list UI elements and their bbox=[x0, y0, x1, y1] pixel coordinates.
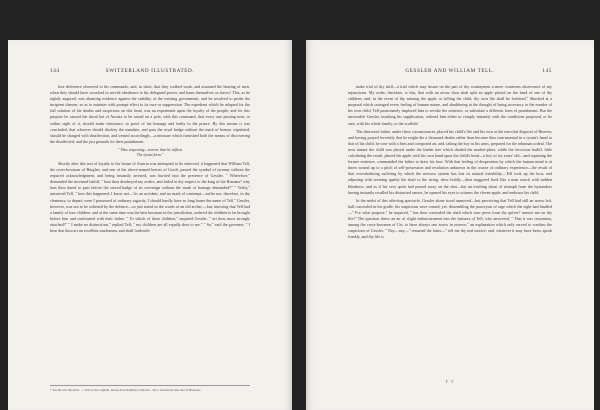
page-number: 144 bbox=[50, 68, 60, 74]
signature-mark: T T bbox=[445, 379, 455, 384]
right-page-text bbox=[348, 84, 552, 242]
paragraph: In the midst of this affecting spectacle, Gessler alone stood unmoved—but perceiving that Tell had still an arrow left, half concealed in his girdle, his suspicions were roused; yet, dissembling the paroxysm of rage which the sight had kindled—" For what purpose," he inquired, " has thou concealed the shaft which now peers from thy quiver? answer me on thy life!" The question threw an air of slight embarrassment into the features of Tell, who answered, " That it was customary, among the cross-bowmen of Uri, to have always one arrow in reserve;" an explanation which only served to confirm the suspicions of Gessler. " Nay—nay—" resumed the latter—" tell me thy real motive; and, whatever it may have been, speak frankly, and thy life is bbox=[348, 197, 552, 240]
left-page-text bbox=[50, 84, 250, 236]
paragraph: The distracted father, under these circumstances, placed his child's life and his own at the merciful disposal of Heaven; and having prayed fervently that he might die a thousand deaths rather than become thus instrumental in a tyrant's hand to that of his child, he rose with a firm and composed air, and, taking the boy in his arms, prepared for the inhuman ordeal. The next instant the child was placed under the linden tree which shaded the market-place, while the ferocious bailiff, little calculating the result, placed the apple with his own hand upon the child's head—a boy of six years' old—and repeating the former sentence, commanded the father to draw his bow. With that feeling of desperation by which the human mind is at times wound up to a pitch of self-possession and resolution unknown in the course of ordinary experience—the result of that overwhelming suffering by which the nervous system has lost its natural irritability—Tell took up the bow, and adjusting with seeming apathy the shaft to the string, drew boldly—then staggered back like a man struck with sudden blindness, and as if his very spirit had passed away on the shot—but an exulting shout of triumph from the bystanders having instantly recalled his distracted senses, he opened his eyes to witness the cleven apple, and embrace his child. bbox=[348, 128, 552, 195]
footnote: * See the old chronicle. — Tell, in the original, means most humbled; fabratur—but a touchstone like that of Bruxelas. bbox=[50, 385, 250, 392]
left-page-header bbox=[50, 68, 250, 78]
paragraph: make trial of thy skill—a trial which may insure on the part of thy countrymen a more courteous observance of my injunctions. My order, therefore, is this, that with an arrow thou shalt split an apple placed on the head of one of thy children; and, in the event of thy missing the apple, or killing the child, thy own life shall be forfeited." Shocked at a proposal which outraged every feeling of human nature, and shuddering at the thought of being accessory to the murder of his own child, Tell passionately implored him to revoke the sentence, or substitute a different form of punishment. But the inexorable Gessler, insulting his supplication, ordered him either to comply instantly with the conditions proposed, or be sent, with his whole family, to the scaffold. bbox=[348, 84, 552, 126]
left-page bbox=[8, 40, 292, 410]
verse-quote bbox=[50, 148, 250, 158]
running-title: SWITZERLAND ILLUSTRATED. bbox=[105, 68, 195, 74]
right-page bbox=[306, 40, 594, 410]
verse-line: The tyrant form." bbox=[136, 152, 164, 157]
page-number: 145 bbox=[542, 68, 552, 74]
running-title: GESSLER AND WILLIAM TELL. bbox=[405, 68, 495, 74]
verse-line: " Thus respecting—reverse then he inflicts bbox=[117, 147, 183, 152]
right-page-header bbox=[348, 68, 552, 78]
paragraph: lose deference observed to his commands; and, in short, that they walked weak, and assumed the bearing of men, when they should have crouched in servile obedience to his delegated power, and harm themselves as slaves! This, as he rightly augured, was alarming evidence against the stability of the existing government, and he resolved to probe the incipient disease, so as to minister with prompt effect to its cure or suppression. The expedient which he adopted for the full solution of his doubts and suspicions on this head, was an experiment upon the loyalty of the people; and for this purpose he caused the ducal hat of Austria to be raised on a pole, with this command, that every one passing near, or within sight of it, should make obeisance, in proof of his homage and fealty to the prince. By this means it was concluded, that whoever should disobey the mandate, and pass the royal badge without the mark of honour stipulated, should be charged with disaffection, and treated accordingly—a measure which furnished both the means of discovering the disaffected, and the just grounds for their punishment. bbox=[50, 84, 250, 144]
paragraph: Shortly after this test of loyalty to the house of Austria was attempted to be enforced, it happened that William Tell, the cross-bowman of Bürglen, and one of the above-named heroes of Grutli, passed the symbol of tyranny without the required acknowledgment, and being instantly arrested, was hurried into the presence of Gessler. " Wherefore," demanded the incensed bailiff, " hast thou disobeyed my orders, and failed in thy respect to the king of the Romans? why hast thou dared to pass before the sacred badge of its sovereign without the mark of homage demanded?" " Verily," answered Tell, " how this happened, I know not—'tis an accident, and no mark of contempt—suffer me, therefore, in thy clemency, to depart; were I possessed of ordinary sagacity, I should hardly have so long borne the name of Tell." Gessler, however, was not to be softened by the defence—so just stated in the words of an old archer,—but, knowing that Tell had a family of four children, and at the same time was the best bowman in the jurisdiction, ordered the children to be brought before him and confronted with their father. " To which of these children," inquired Gessler, " art thou most strongly attached?" " I make no distinctions," replied Tell; " my children are all equally dear to me." " So," said the governor, " I hear that thou art an excellent marksman, and shall forthwith bbox=[50, 160, 250, 233]
